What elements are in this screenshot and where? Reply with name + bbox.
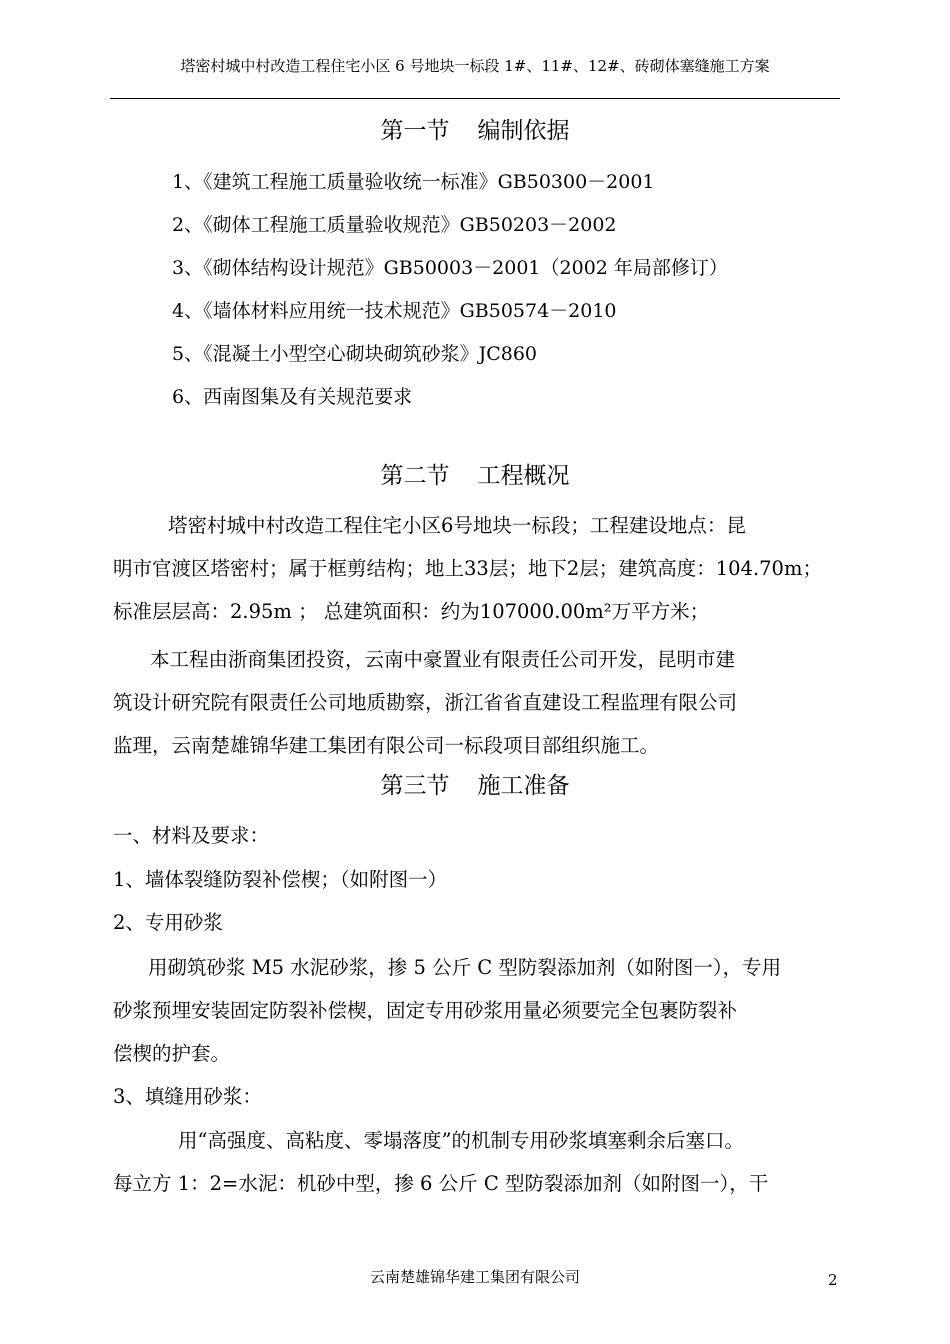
reference-item-4: 4、《墙体材料应用统一技术规范》GB50574－2010 (172, 300, 617, 322)
overview-line-4: 本工程由浙商集团投资，云南中豪置业有限责任公司开发，昆明市建 (150, 648, 736, 671)
section-3-heading (110, 771, 840, 801)
reference-item-6: 6、西南图集及有关规范要求 (172, 386, 413, 408)
prep-line-8: 用“高强度、高粘度、零塌落度”的机制专用砂浆填塞剩余后塞口。 (178, 1129, 744, 1152)
section-2-number: 第二节 (380, 463, 450, 489)
overview-line-2: 明市官渡区塔密村；属于框剪结构；地上33层；地下2层；建筑高度：104.70m； (113, 557, 822, 580)
prep-line-4: 用砌筑砂浆 M5 水泥砂浆，掺 5 公斤 C 型防裂添加剂（如附图一），专用 (148, 956, 782, 979)
overview-line-1: 塔密村城中村改造工程住宅小区6号地块一标段；工程建设地点：昆 (168, 514, 746, 537)
section-1-number: 第一节 (380, 118, 450, 144)
prep-line-9: 每立方 1：2=水泥：机砂中型，掺 6 公斤 C 型防裂添加剂（如附图一），干 (113, 1172, 769, 1195)
section-2-heading (110, 461, 840, 491)
document-header-title: 塔密村城中村改造工程住宅小区 6 号地块一标段 1#、11#、12#、砖砌体塞缝施工方案 (180, 57, 770, 75)
reference-item-1: 1、《建筑工程施工质量验收统一标准》GB50300－2001 (172, 171, 655, 193)
section-3-number: 第三节 (380, 773, 450, 799)
reference-item-3: 3、《砌体结构设计规范》GB50003－2001（2002 年局部修订） (172, 257, 728, 279)
overview-line-5: 筑设计研究院有限责任公司地质勘察，浙江省省直建设工程监理有限公司 (113, 691, 738, 714)
prep-line-3: 2、专用砂浆 (113, 911, 223, 934)
prep-line-5: 砂浆预埋安装固定防裂补偿楔，固定专用砂浆用量必须要完全包裹防裂补 (113, 999, 738, 1022)
reference-item-2: 2、《砌体工程施工质量验收规范》GB50203－2002 (172, 214, 617, 236)
page-number: 2 (828, 1271, 838, 1289)
section-2-title: 工程概况 (477, 463, 570, 489)
overview-line-6: 监理，云南楚雄锦华建工集团有限公司一标段项目部组织施工。 (113, 734, 660, 757)
section-1-title: 编制依据 (477, 118, 570, 144)
prep-line-6: 偿楔的护套。 (113, 1042, 231, 1065)
prep-line-7: 3、填缝用砂浆： (113, 1085, 262, 1108)
prep-line-2: 1、墙体裂缝防裂补偿楔；（如附图一） (113, 868, 448, 891)
prep-line-1: 一、材料及要求： (113, 824, 270, 847)
header-divider (110, 98, 840, 99)
section-1-heading (110, 116, 840, 146)
footer-company: 云南楚雄锦华建工集团有限公司 (369, 1268, 580, 1286)
section-3-title: 施工准备 (477, 773, 570, 799)
reference-item-5: 5、《混凝土小型空心砌块砌筑砂浆》JC860 (172, 343, 538, 365)
overview-line-3: 标准层层高：2.95m ； 总建筑面积：约为107000.00m²万平方米； (113, 600, 710, 623)
